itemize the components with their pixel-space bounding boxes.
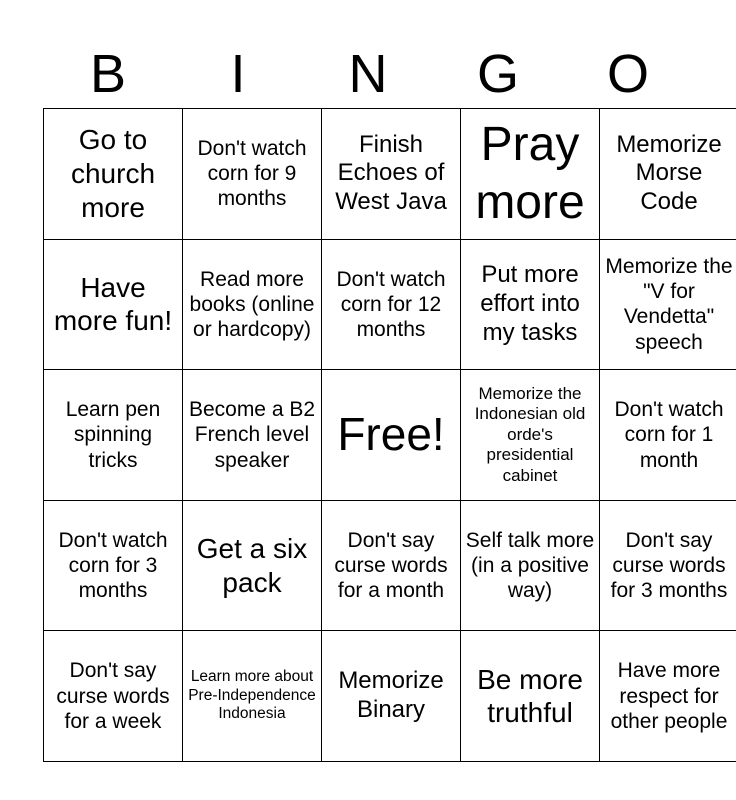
bingo-cell (44, 109, 183, 240)
bingo-cell-text: Memorize the Indonesian old orde's presidential cabinet (474, 384, 586, 485)
header-letter-i: I (230, 44, 246, 104)
bingo-cell-text: Don't say curse words for 3 months (610, 528, 728, 603)
bingo-cell (44, 239, 183, 370)
bingo-cell-text: Learn more about Pre-Independence Indonesia (188, 668, 316, 723)
bingo-cell (183, 239, 322, 370)
bingo-cell (183, 631, 322, 762)
header-letter-n: N (348, 44, 388, 104)
bingo-header (43, 40, 693, 108)
bingo-cell-text: Don't watch corn for 1 month (614, 398, 724, 472)
bingo-cell (183, 500, 322, 631)
bingo-cell (322, 239, 461, 370)
bingo-cell-text: Become a B2 French level speaker (188, 398, 316, 472)
bingo-cell (322, 500, 461, 631)
bingo-cell-text: Finish Echoes of West Java (335, 130, 447, 216)
bingo-cell-text: Don't watch corn for 3 months (58, 528, 168, 603)
bingo-cell (600, 631, 736, 762)
bingo-cell-text: Go to church more (70, 124, 156, 223)
bingo-cell (322, 631, 461, 762)
bingo-cell-text: Learn pen spinning tricks (65, 398, 161, 472)
bingo-cell (461, 631, 600, 762)
bingo-cell-text: Get a six pack (196, 532, 308, 598)
bingo-cell (600, 109, 736, 240)
bingo-cell-text: Read more books (online or hardcopy) (189, 267, 315, 341)
bingo-cell (600, 500, 736, 631)
bingo-cell (44, 631, 183, 762)
bingo-cell-text: Don't say curse words for a month (334, 528, 448, 603)
bingo-cell-text: Don't watch corn for 12 months (336, 267, 446, 341)
bingo-cell-text: Memorize Binary (338, 667, 444, 724)
bingo-cell-text: Don't say curse words for a week (56, 659, 170, 733)
bingo-cell (461, 239, 600, 370)
board-row (44, 239, 736, 370)
header-letter-o: O (606, 44, 649, 104)
bingo-cell-text: Free! (337, 408, 445, 461)
bingo-cell (183, 109, 322, 240)
bingo-cell (44, 500, 183, 631)
board-row (44, 631, 736, 762)
bingo-cell-text: Don't watch corn for 9 months (197, 137, 307, 211)
bingo-cell (461, 109, 600, 240)
bingo-cell (183, 370, 322, 501)
bingo-cell-text: Self talk more (in a positive way) (465, 528, 595, 603)
bingo-cell-text: Memorize Morse Code (616, 130, 722, 216)
bingo-cell-text: Put more effort into my tasks (480, 261, 580, 346)
bingo-cell (461, 500, 600, 631)
bingo-cell (322, 109, 461, 240)
bingo-cell-text: Memorize the "V for Vendetta" speech (605, 255, 733, 354)
bingo-cell-text: Pray more (475, 118, 585, 229)
bingo-cell (600, 370, 736, 501)
header-letter-g: G (476, 44, 519, 104)
header-letter-b: B (89, 44, 127, 104)
board-row (44, 109, 736, 240)
free-space (322, 370, 461, 501)
bingo-cell (600, 239, 736, 370)
board-row (44, 370, 736, 501)
bingo-cell-text: Be more truthful (477, 663, 583, 729)
bingo-cell-text: Have more respect for other people (610, 659, 728, 733)
bingo-cell (461, 370, 600, 501)
bingo-cell-text: Have more fun! (53, 271, 173, 337)
board-row (44, 500, 736, 631)
bingo-card (43, 108, 736, 762)
bingo-cell (44, 370, 183, 501)
